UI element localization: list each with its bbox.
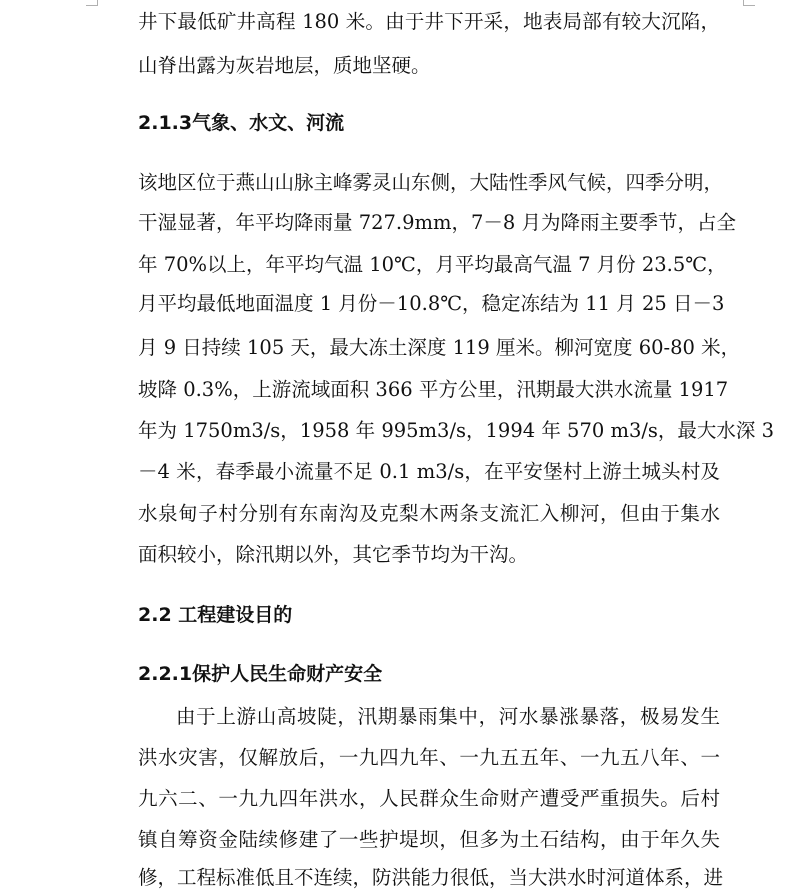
- paragraph-line: 坡降 0.3%，上游流域面积 366 平方公里，汛期最大洪水流量 1917: [138, 378, 729, 401]
- paragraph-line: 由于上游山高坡陡，汛期暴雨集中，河水暴涨暴落，极易发生: [176, 705, 720, 728]
- section-heading-2-2-1: 2.2.1保护人民生命财产安全: [138, 663, 383, 685]
- paragraph-line: 月 9 日持续 105 天，最大冻土深度 119 厘米。柳河宽度 60-80 米，: [138, 336, 741, 359]
- paragraph-line: 年 70%以上，年平均气温 10℃，月平均最高气温 7 月份 23.5℃，: [138, 253, 727, 276]
- section-heading-2-2: 2.2 工程建设目的: [138, 604, 293, 626]
- paragraph-line: 水泉甸子村分别有东南沟及克梨木两条支流汇入柳河，但由于集水: [138, 502, 720, 525]
- paragraph-line: 年为 1750m3/s，1958 年 995m3/s，1994 年 570 m3/s，最大水深 3: [138, 419, 775, 442]
- paragraph-line: 干湿显著，年平均降雨量 727.9mm，7－8 月为降雨主要季节，占全: [138, 211, 737, 234]
- paragraph-line: －4 米，春季最小流量不足 0.1 m3/s，在平安堡村上游土城头村及: [138, 460, 720, 483]
- paragraph-line: 月平均最低地面温度 1 月份－10.8℃，稳定冻结为 11 月 25 日－3: [138, 292, 725, 315]
- crop-mark-right-horizontal: [743, 5, 755, 6]
- paragraph-line: 洪水灾害，仅解放后，一九四九年、一九五五年、一九五八年、一: [138, 746, 720, 769]
- paragraph-line: 修，工程标准低且不连续，防洪能力很低，当大洪水时河道体系，进: [138, 866, 724, 889]
- paragraph-line: 九六二、一九九四年洪水，人民群众生命财产遭受严重损失。后村: [138, 787, 720, 810]
- paragraph-line: 山脊出露为灰岩地层，质地坚硬。: [138, 54, 431, 77]
- paragraph-line: 井下最低矿井高程 180 米。由于井下开采，地表局部有较大沉陷，: [138, 10, 720, 33]
- paragraph-line: 面积较小，除汛期以外，其它季节均为干沟。: [138, 543, 529, 566]
- paragraph-line: 镇自筹资金陆续修建了一些护堤坝，但多为土石结构，由于年久失: [138, 828, 720, 851]
- paragraph-line: 该地区位于燕山山脉主峰雾灵山东侧，大陆性季风气候，四季分明，: [138, 171, 724, 194]
- crop-mark-left-horizontal: [86, 5, 98, 6]
- section-heading-2-1-3: 2.1.3气象、水文、河流: [138, 112, 345, 134]
